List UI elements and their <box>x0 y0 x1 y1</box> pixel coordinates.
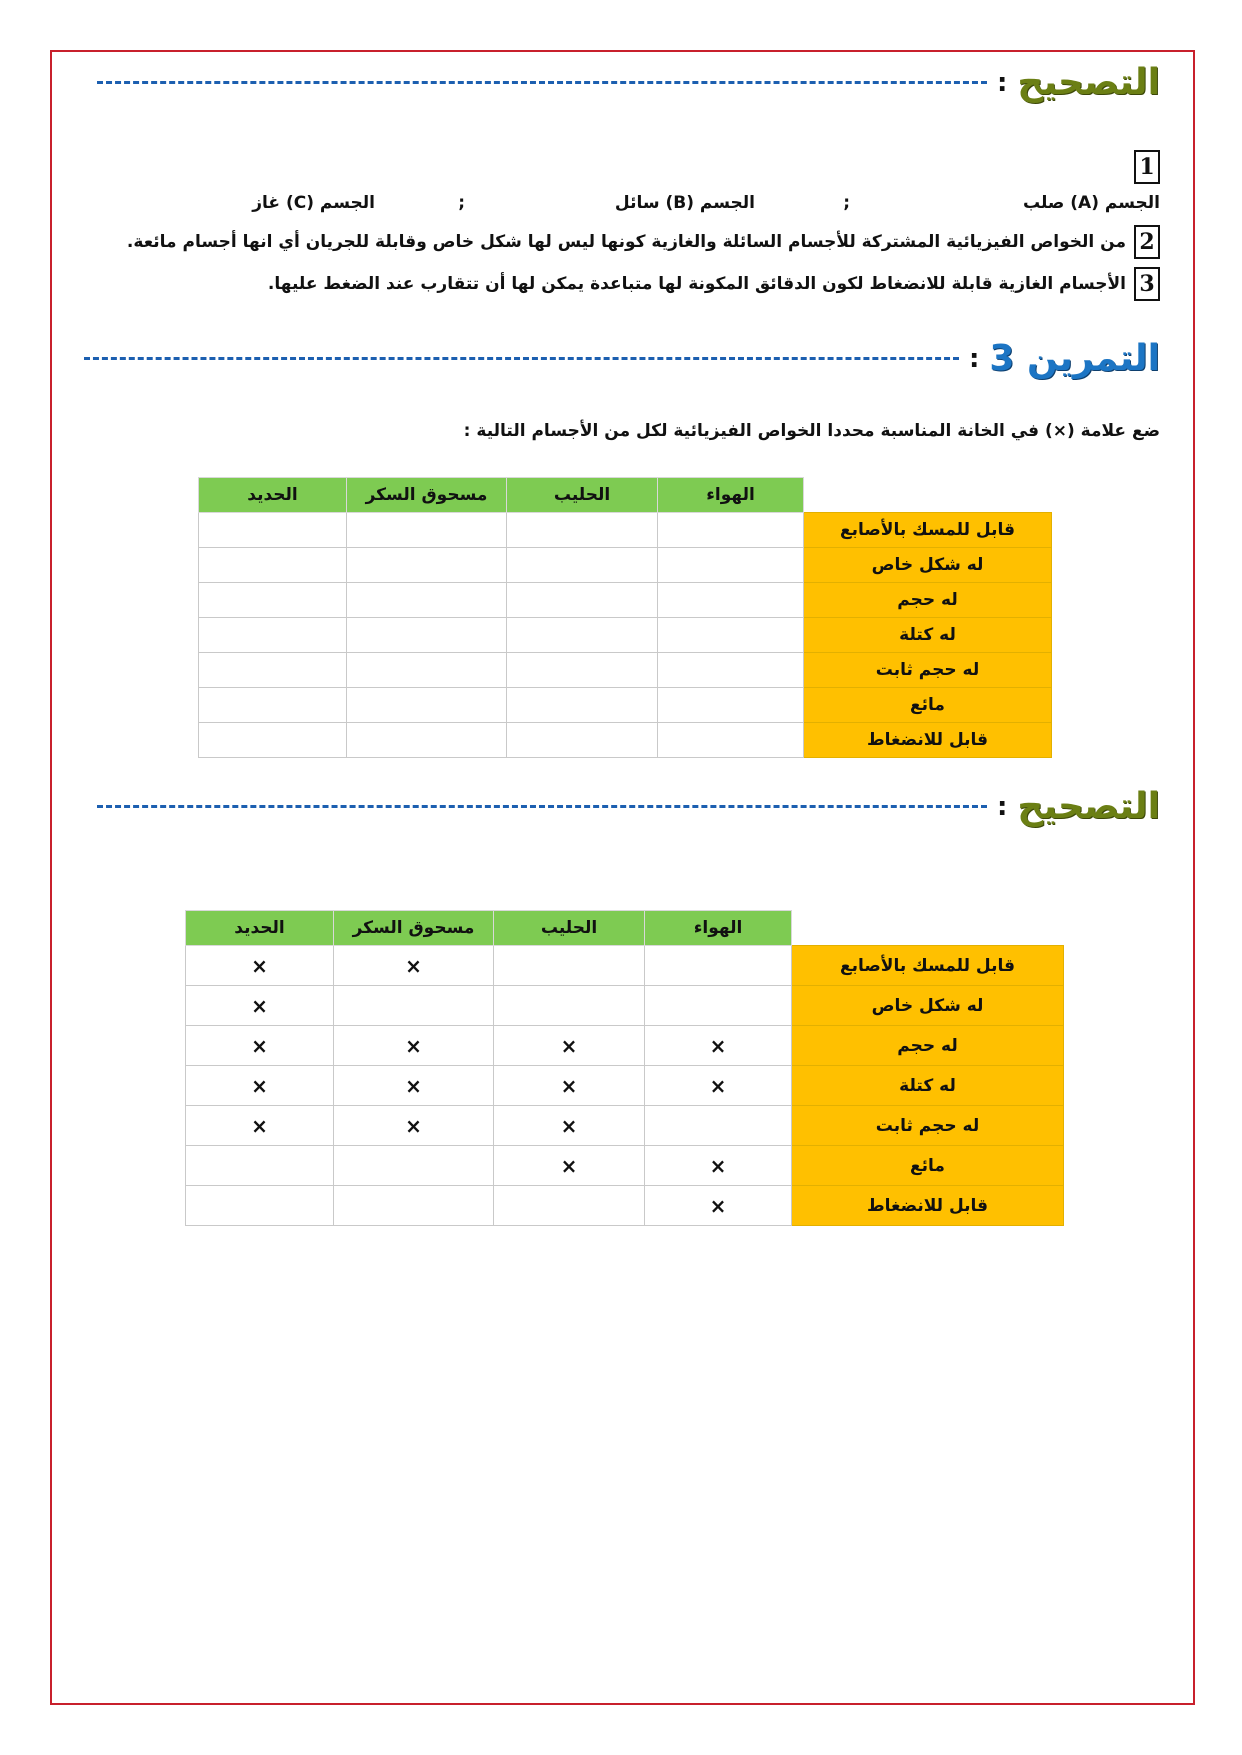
table-row <box>186 1146 1064 1186</box>
answer-cell[interactable] <box>658 548 804 583</box>
separator: ; <box>458 193 465 213</box>
mark-cell: × <box>186 986 334 1026</box>
question-2-answer: من الخواص الفيزيائية المشتركة للأجسام السائلة والغازية كونها ليس لها شكل خاص وقابلة للجريان أي انها أجسام مائعة. <box>126 232 1126 252</box>
property-label: له حجم <box>804 583 1052 618</box>
table-row <box>186 986 1064 1026</box>
mark-cell: × <box>494 1106 645 1146</box>
answer-cell[interactable] <box>658 653 804 688</box>
property-label: له حجم ثابت <box>792 1106 1064 1146</box>
mark-cell: × <box>645 1186 792 1226</box>
column-header: مسحوق السكر <box>347 478 507 513</box>
answer-cell[interactable] <box>199 548 347 583</box>
mark-cell <box>645 946 792 986</box>
mark-cell <box>494 986 645 1026</box>
correction-title-2: التصحيح <box>1017 786 1160 827</box>
answer-cell[interactable] <box>347 618 507 653</box>
property-label: قابل للمسك بالأصابع <box>804 513 1052 548</box>
mark-cell: × <box>494 1146 645 1186</box>
exercise-3-heading <box>84 338 1160 379</box>
mark-cell: × <box>494 1026 645 1066</box>
mark-cell: × <box>334 1066 494 1106</box>
table-row <box>186 1186 1064 1226</box>
property-label: له حجم ثابت <box>804 653 1052 688</box>
exercise-3-table <box>198 477 1052 758</box>
mark-cell: × <box>186 946 334 986</box>
mark-cell <box>186 1186 334 1226</box>
answer-cell[interactable] <box>347 548 507 583</box>
mark-cell: × <box>186 1026 334 1066</box>
dashed-rule <box>84 357 959 360</box>
mark-cell <box>334 986 494 1026</box>
answer-cell[interactable] <box>347 723 507 758</box>
mark-cell <box>494 1186 645 1226</box>
answer-cell[interactable] <box>507 688 658 723</box>
mark-cell <box>645 1106 792 1146</box>
table-row <box>186 1026 1064 1066</box>
column-header: الهواء <box>658 478 804 513</box>
answer-cell[interactable] <box>199 688 347 723</box>
table-corner <box>804 478 1052 513</box>
column-header: الحديد <box>186 911 334 946</box>
question-2 <box>127 225 1160 259</box>
exercise-3-instruction: ضع علامة (×) في الخانة المناسبة محددا الخواص الفيزيائية لكل من الأجسام التالية : <box>463 421 1160 441</box>
answer-cell[interactable] <box>507 513 658 548</box>
mark-cell <box>494 946 645 986</box>
answer-cell[interactable] <box>658 723 804 758</box>
answer-cell[interactable] <box>347 513 507 548</box>
table-row <box>199 548 1052 583</box>
answer-cell[interactable] <box>199 653 347 688</box>
table-row <box>199 583 1052 618</box>
mark-cell: × <box>334 1026 494 1066</box>
correction-heading-1 <box>97 62 1160 103</box>
property-label: له شكل خاص <box>804 548 1052 583</box>
answer-cell[interactable] <box>199 723 347 758</box>
body-a-state: الجسم (A) صلب <box>1022 193 1160 213</box>
property-label: مائع <box>804 688 1052 723</box>
column-header: مسحوق السكر <box>334 911 494 946</box>
answer-cell[interactable] <box>658 513 804 548</box>
column-header: الحليب <box>494 911 645 946</box>
heading-colon: : <box>996 791 1008 822</box>
mark-cell: × <box>186 1106 334 1146</box>
mark-cell: × <box>494 1066 645 1106</box>
answer-cell[interactable] <box>658 618 804 653</box>
question-3-answer: الأجسام الغازية قابلة للانضغاط لكون الدقائق المكونة لها متباعدة يمكن لها أن تتقارب عند الضغط عليها. <box>267 274 1126 294</box>
exercise-3-title: التمرين 3 <box>989 338 1160 379</box>
property-label: له شكل خاص <box>792 986 1064 1026</box>
answer-cell[interactable] <box>199 618 347 653</box>
property-label: قابل للمسك بالأصابع <box>792 946 1064 986</box>
mark-cell <box>645 986 792 1026</box>
column-header: الهواء <box>645 911 792 946</box>
mark-cell <box>186 1146 334 1186</box>
mark-cell: × <box>186 1066 334 1106</box>
property-label: له كتلة <box>804 618 1052 653</box>
table-row <box>186 1106 1064 1146</box>
table-row <box>199 723 1052 758</box>
dashed-rule <box>97 805 987 808</box>
table-row <box>199 513 1052 548</box>
column-header: الحليب <box>507 478 658 513</box>
property-label: مائع <box>792 1146 1064 1186</box>
mark-cell: × <box>645 1026 792 1066</box>
table-row <box>186 946 1064 986</box>
question-3 <box>268 267 1160 301</box>
mark-cell: × <box>334 946 494 986</box>
property-label: قابل للانضغاط <box>804 723 1052 758</box>
mark-cell: × <box>334 1106 494 1146</box>
mark-cell: × <box>645 1146 792 1186</box>
mark-cell <box>334 1186 494 1226</box>
answer-cell[interactable] <box>347 583 507 618</box>
table-row <box>199 653 1052 688</box>
mark-cell <box>334 1146 494 1186</box>
body-b-state: الجسم (B) سائل <box>614 193 755 213</box>
answer-cell[interactable] <box>507 583 658 618</box>
answer-cell[interactable] <box>658 688 804 723</box>
heading-colon: : <box>996 67 1008 98</box>
question-2-number: 2 <box>1134 225 1160 259</box>
question-3-number: 3 <box>1134 267 1160 301</box>
answer-cell[interactable] <box>199 513 347 548</box>
answer-cell[interactable] <box>347 688 507 723</box>
answer-cell[interactable] <box>507 653 658 688</box>
separator: ; <box>843 193 850 213</box>
answer-cell[interactable] <box>507 723 658 758</box>
correction-heading-2 <box>97 786 1160 827</box>
property-label: له حجم <box>792 1026 1064 1066</box>
property-label: له كتلة <box>792 1066 1064 1106</box>
question-1-number: 1 <box>1134 150 1160 184</box>
dashed-rule <box>97 81 987 84</box>
table-row <box>199 688 1052 723</box>
property-label: قابل للانضغاط <box>792 1186 1064 1226</box>
heading-colon: : <box>969 343 980 374</box>
answer-cell[interactable] <box>347 653 507 688</box>
correction-table <box>185 910 1064 1226</box>
table-corner <box>792 911 1064 946</box>
answer-cell[interactable] <box>507 548 658 583</box>
mark-cell: × <box>645 1066 792 1106</box>
answer-cell[interactable] <box>507 618 658 653</box>
body-c-state: الجسم (C) غاز <box>252 193 375 213</box>
table-row <box>186 1066 1064 1106</box>
correction-title-1: التصحيح <box>1017 62 1160 103</box>
answer-cell[interactable] <box>199 583 347 618</box>
table-row <box>199 618 1052 653</box>
answer-cell[interactable] <box>658 583 804 618</box>
column-header: الحديد <box>199 478 347 513</box>
